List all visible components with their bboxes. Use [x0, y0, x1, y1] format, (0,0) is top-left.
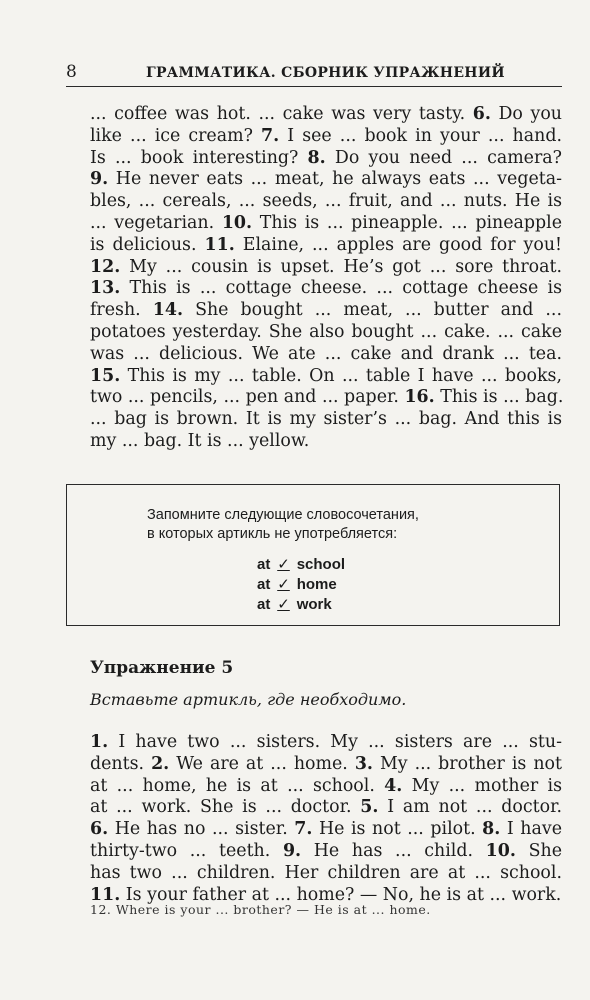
phrase-noun: work — [296, 596, 332, 613]
text-line: at ... work. She is ... doctor. 5. I am not ... doctor. — [90, 797, 563, 818]
exercise-title: Упражнение 5 — [90, 658, 234, 678]
text-line: 6. He has no ... sister. 7. He is not ... pilot. 8. I have — [90, 819, 562, 840]
text-line: has two ... children. Her children are at ... school. — [90, 862, 562, 883]
no-article-check-icon: ✓ — [277, 576, 290, 593]
no-article-check-icon: ✓ — [277, 596, 290, 613]
text-line: ... coffee was hot. ... cake was very tasty. 6. Do you — [90, 104, 562, 124]
text-line: is delicious. 11. Elaine, ... apples are good for you! — [90, 234, 563, 255]
text-line: bles, ... cereals, ... seeds, ... fruit, and ... nuts. He is — [90, 191, 562, 212]
text-line: dents. 2. We are at ... home. 3. My ... brother is not — [90, 753, 562, 774]
text-line: ... vegetarian. 10. This is ... pineapple. ... pineapple — [90, 212, 563, 233]
text-line: at ... home, he is at ... school. 4. My ... mother is — [90, 775, 562, 796]
text-line: ... bag is brown. It is my sister’s ... bag. And this is — [90, 409, 562, 430]
text-line: my ... bag. It is ... yellow. — [90, 430, 310, 451]
no-article-check-icon: ✓ — [277, 556, 290, 573]
exercise-5-text — [90, 732, 562, 906]
text-line: 1. I have two ... sisters. My ... sisters are ... stu- — [90, 732, 562, 752]
phrase-noun: school — [296, 556, 346, 573]
phrase-item — [257, 555, 345, 575]
text-line: fresh. 14. She bought ... meat, ... butter and ... — [90, 300, 562, 321]
text-line: Is ... book interesting? 8. Do you need ... camera? — [90, 147, 562, 168]
rule-intro-line-2: в которых артикль не употребляется: — [147, 526, 398, 542]
phrase-preposition: at — [257, 576, 271, 593]
rule-box — [66, 484, 560, 626]
text-line: two ... pencils, ... pen and ... paper. 16. This is ... bag. — [90, 387, 564, 408]
text-line: 11. Is your father at ... home? — No, he is at ... work. — [90, 884, 562, 905]
text-line: potatoes yesterday. She also bought ... cake. ... cake — [90, 321, 562, 342]
text-line: 15. This is my ... table. On ... table I have ... books, — [90, 365, 562, 386]
text-line: 9. He never eats ... meat, he always eats ... vegeta- — [90, 169, 562, 190]
phrase-item — [257, 595, 345, 615]
text-line: 12. My ... cousin is upset. He’s got ... sore throat. — [90, 256, 562, 277]
exercise-instruction: Вставьте артикль, где необходимо. — [90, 690, 407, 709]
phrase-preposition: at — [257, 596, 271, 613]
exercise-4-continuation — [90, 104, 562, 453]
rule-intro-line-1: Запомните следующие словосочетания, — [147, 507, 419, 523]
text-line: 13. This is ... cottage cheese. ... cottage cheese is — [90, 278, 562, 299]
text-line: thirty-two ... teeth. 9. He has ... child. 10. She — [90, 840, 563, 861]
phrase-preposition: at — [257, 556, 271, 573]
page-number: 8 — [66, 62, 77, 82]
phrase-list — [257, 555, 345, 615]
phrase-item — [257, 575, 345, 595]
phrase-noun: home — [296, 576, 337, 593]
text-line: was ... delicious. We ate ... cake and drank ... tea. — [90, 343, 562, 364]
rule-intro — [147, 506, 547, 544]
running-title: ГРАММАТИКА. СБОРНИК УПРАЖНЕНИЙ — [146, 65, 505, 81]
page-header — [66, 62, 562, 87]
text-line: like ... ice cream? 7. I see ... book in your ... hand. — [90, 125, 562, 146]
cut-off-line: 12. Where is your ... brother? — He is at ... home. — [90, 902, 431, 917]
